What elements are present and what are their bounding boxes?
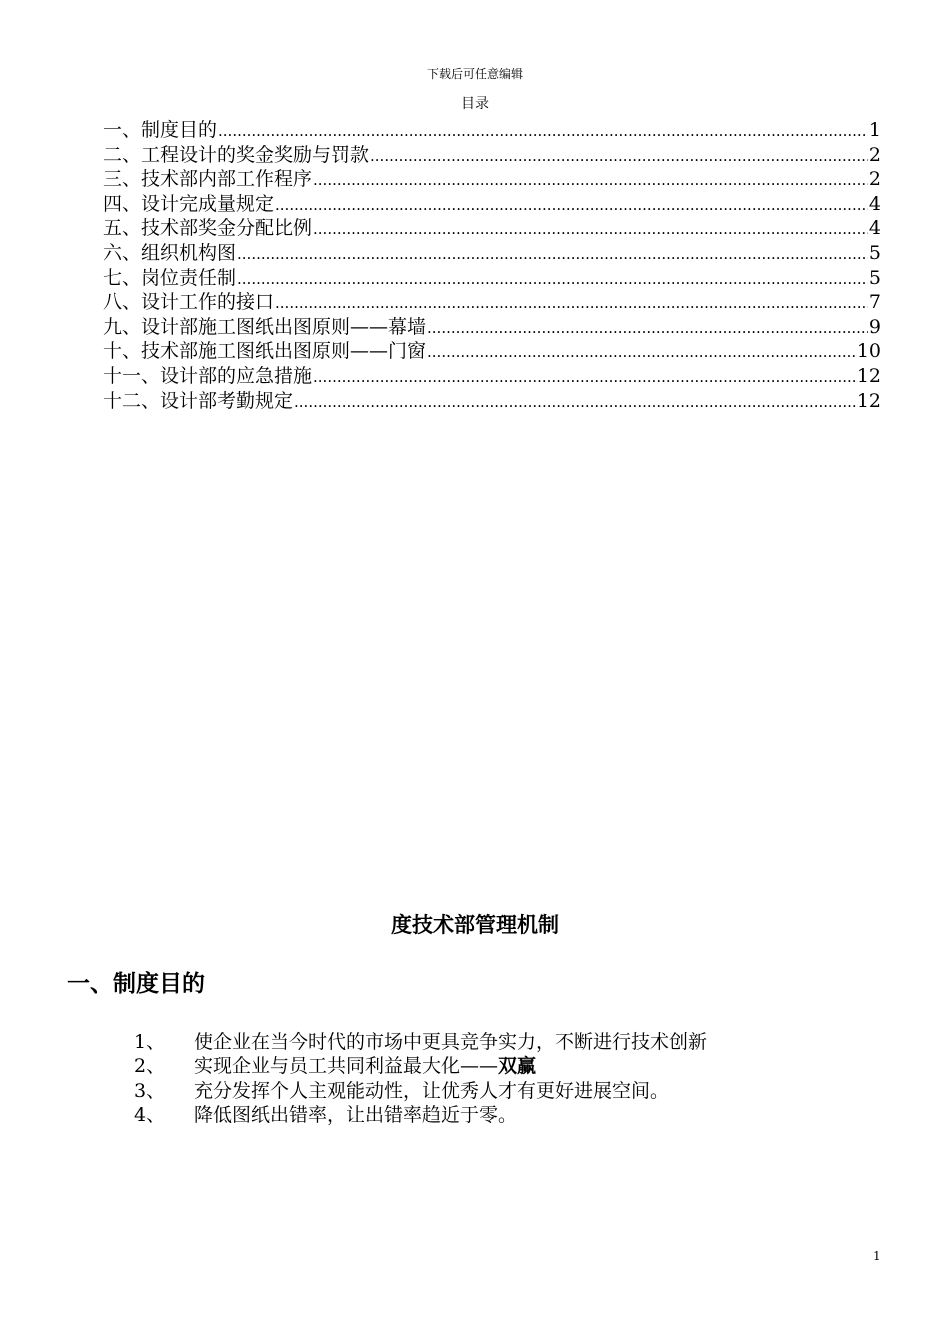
toc-entry-text: 八、设计工作的接口 (103, 291, 275, 314)
toc-leader-dots (237, 266, 868, 291)
toc-entry-page: 7 (868, 291, 881, 314)
toc-entry-page: 12 (856, 389, 881, 412)
purpose-list (134, 1030, 707, 1128)
toc-entry[interactable] (103, 339, 881, 364)
toc-entry-page: 2 (868, 168, 881, 191)
table-of-contents (103, 118, 881, 413)
toc-entry-page: 5 (868, 266, 881, 289)
document-title: 度技术部管理机制 (391, 913, 559, 937)
list-item-text: 使企业在当今时代的市场中更具竞争实力，不断进行技术创新 (194, 1031, 708, 1053)
toc-entry-page: 10 (856, 340, 881, 363)
toc-entry-page: 9 (868, 315, 881, 338)
list-item-number: 1、 (134, 1031, 166, 1053)
toc-entry-text: 二、工程设计的奖金奖励与罚款 (103, 143, 370, 166)
toc-entry-text: 十、技术部施工图纸出图原则——门窗 (103, 340, 427, 363)
toc-entry-page: 5 (868, 241, 881, 264)
list-item (134, 1054, 707, 1078)
toc-leader-dots (313, 216, 868, 241)
toc-entry-text: 七、岗位责任制 (103, 266, 237, 289)
toc-leader-dots (370, 143, 868, 168)
toc-leader-dots (313, 167, 868, 192)
header-note: 下载后可任意编辑 (426, 67, 523, 81)
list-item-text: 实现企业与员工共同利益最大化—— (194, 1055, 499, 1078)
toc-entry[interactable] (103, 290, 881, 315)
toc-entry-text: 十一、设计部的应急措施 (103, 364, 313, 387)
toc-entry-page: 4 (868, 217, 881, 240)
toc-entry-text: 一、制度目的 (103, 119, 218, 141)
toc-entry[interactable] (103, 192, 881, 217)
list-item-number: 4、 (134, 1104, 166, 1127)
toc-entry-text: 九、设计部施工图纸出图原则——幕墙 (103, 315, 427, 338)
toc-entry-text: 五、技术部奖金分配比例 (103, 217, 313, 240)
toc-entry-text: 三、技术部内部工作程序 (103, 168, 313, 191)
toc-entry[interactable] (103, 167, 881, 192)
list-item (134, 1030, 707, 1054)
toc-leader-dots (237, 241, 868, 266)
toc-entry[interactable] (103, 315, 881, 340)
toc-entry-page: 2 (868, 143, 881, 166)
toc-leader-dots (275, 290, 868, 315)
toc-title: 目录 (461, 96, 489, 112)
toc-leader-dots (427, 315, 868, 340)
list-item (134, 1103, 707, 1127)
toc-entry-text: 四、设计完成量规定 (103, 192, 275, 215)
toc-entry[interactable] (103, 216, 881, 241)
toc-leader-dots (313, 364, 856, 389)
toc-leader-dots (275, 192, 868, 217)
list-item (134, 1079, 707, 1103)
list-item-emphasis: 双赢 (498, 1055, 537, 1078)
list-item-text: 降低图纸出错率，让出错率趋近于零。 (194, 1104, 518, 1127)
toc-entry[interactable] (103, 241, 881, 266)
page-number: 1 (873, 1249, 881, 1263)
toc-entry-page: 4 (868, 192, 881, 215)
toc-entry[interactable] (103, 143, 881, 168)
toc-leader-dots (218, 118, 868, 143)
toc-entry[interactable] (103, 118, 881, 143)
toc-leader-dots (427, 339, 856, 364)
toc-entry-text: 六、组织机构图 (103, 241, 237, 264)
toc-entry[interactable] (103, 364, 881, 389)
list-item-text: 充分发挥个人主观能动性，让优秀人才有更好进展空间。 (194, 1079, 670, 1102)
toc-entry-page: 12 (856, 364, 881, 387)
toc-entry-text: 十二、设计部考勤规定 (103, 389, 294, 412)
toc-entry-page: 1 (868, 119, 881, 141)
toc-entry[interactable] (103, 389, 881, 414)
list-item-number: 3、 (134, 1079, 166, 1102)
toc-leader-dots (294, 389, 856, 414)
list-item-number: 2、 (134, 1055, 166, 1078)
section-heading: 一、制度目的 (67, 971, 205, 997)
toc-entry[interactable] (103, 266, 881, 291)
